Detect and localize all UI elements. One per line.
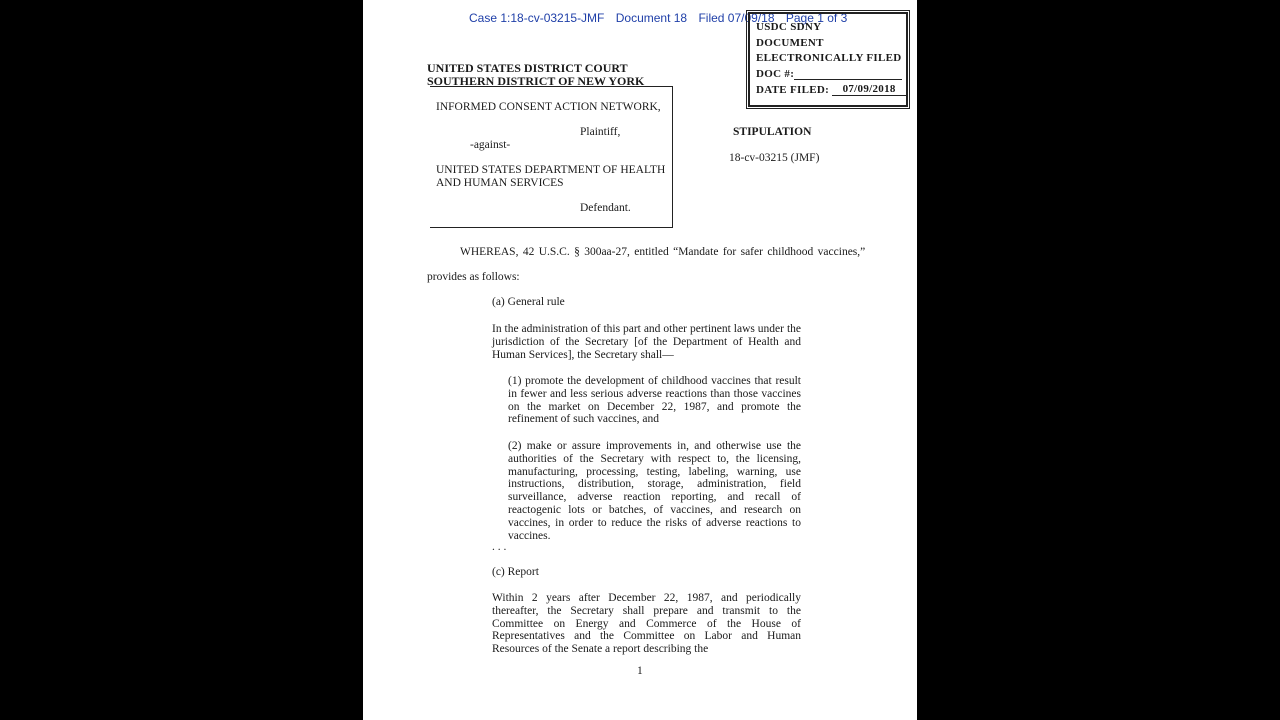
stamp-court: USDC SDNY bbox=[756, 21, 822, 33]
plaintiff-role: Plaintiff, bbox=[580, 126, 621, 138]
report-paragraph: Within 2 years after December 22, 1987, and periodically thereafter, the Secretary shall prepare and transmit to the Committee on Energy and Commerce of the House of Representatives and the Committee on Labor and Human Resources of the Senate a report describing the bbox=[492, 592, 801, 656]
filed-date-header: Filed 07/09/18 bbox=[698, 11, 775, 25]
stamp-efiled: ELECTRONICALLY FILED bbox=[756, 52, 902, 64]
page-number: 1 bbox=[637, 665, 643, 677]
document-title: STIPULATION bbox=[733, 126, 812, 138]
general-rule-heading: (a) General rule bbox=[492, 296, 565, 308]
page-count-header: Page 1 of 3 bbox=[785, 11, 848, 25]
defendant-name-line2: AND HUMAN SERVICES bbox=[436, 177, 564, 189]
item-2-paragraph: (2) make or assure improvements in, and otherwise use the authorities of the Secretary with respect to, the licensing, manufacturing, processing, testing, labeling, warning, use instructions, distribution, storage, administration, field surveillance, adverse reaction reporting, and recall of reactogenic lots or batches, of vaccines, and research on vaccines, in order to reduce the risks of adverse reactions to vaccines. bbox=[508, 440, 801, 542]
against-label: -against- bbox=[470, 139, 511, 151]
stamp-document: DOCUMENT bbox=[756, 37, 824, 49]
administration-paragraph: In the administration of this part and other pertinent laws under the jurisdiction of the Secretary [of the Department of Health and Human Services], the Secretary shall— bbox=[492, 323, 801, 361]
stamp-doc-number: DOC #: bbox=[756, 68, 902, 80]
item-1-paragraph: (1) promote the development of childhood vaccines that result in fewer and less serious adverse reactions than those vaccines on the market on December 22, 1987, and promote the refinement of such vaccines, and bbox=[508, 375, 801, 426]
stamp-date-filed: DATE FILED: 07/09/2018 bbox=[756, 83, 906, 96]
defendant-name-line1: UNITED STATES DEPARTMENT OF HEALTH bbox=[436, 164, 666, 176]
court-district: SOUTHERN DISTRICT OF NEW YORK bbox=[427, 74, 645, 88]
document-number-header: Document 18 bbox=[615, 11, 688, 25]
filing-stamp bbox=[748, 12, 908, 107]
court-name: UNITED STATES DISTRICT COURT bbox=[427, 61, 628, 75]
provides-as-follows: provides as follows: bbox=[427, 271, 520, 283]
docket-number: 18-cv-03215 (JMF) bbox=[729, 152, 820, 164]
defendant-role: Defendant. bbox=[580, 202, 631, 214]
report-heading: (c) Report bbox=[492, 566, 539, 578]
ellipsis: . . . bbox=[492, 541, 507, 553]
document-page bbox=[363, 0, 917, 720]
case-number-header: Case 1:18-cv-03215-JMF bbox=[469, 11, 605, 25]
plaintiff-name: INFORMED CONSENT ACTION NETWORK, bbox=[436, 101, 661, 113]
whereas-clause: WHEREAS, 42 U.S.C. § 300aa-27, entitled “Mandate for safer childhood vaccines,” bbox=[460, 246, 866, 258]
